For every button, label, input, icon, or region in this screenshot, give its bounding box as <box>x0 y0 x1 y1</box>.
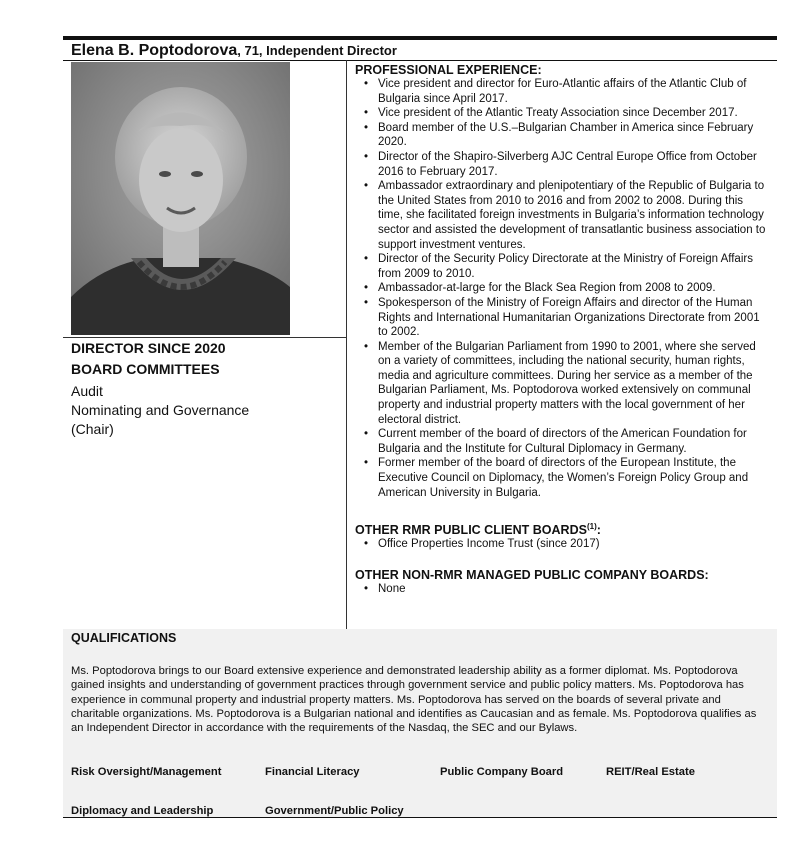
director-name-line <box>71 42 397 60</box>
experience-item: • Ambassador-at-large for the Black Sea Region from 2008 to 2009. <box>355 281 770 296</box>
professional-experience-heading: PROFESSIONAL EXPERIENCE: <box>355 63 542 77</box>
experience-list <box>355 77 770 500</box>
non-rmr-board-item: • None <box>355 582 770 597</box>
qualification-tag: Risk Oversight/Management <box>71 766 222 778</box>
director-since: DIRECTOR SINCE 2020 <box>71 340 226 356</box>
experience-item: • Board member of the U.S.–Bulgarian Chamber in America since February 2020. <box>355 121 770 150</box>
rmr-boards-heading <box>355 520 770 537</box>
qualification-tag: Financial Literacy <box>265 766 360 778</box>
rmr-boards-heading-colon: : <box>596 523 601 538</box>
board-committees-heading: BOARD COMMITTEES <box>71 361 220 377</box>
director-age-role: , 71, Independent Director <box>237 43 397 58</box>
experience-item: • Vice president and director for Euro-Atlantic affairs of the Atlantic Club of Bulgaria since April 2017. <box>355 77 770 106</box>
rmr-boards-heading-text: OTHER RMR PUBLIC CLIENT BOARDS <box>355 523 587 538</box>
non-rmr-boards-heading: OTHER NON-RMR MANAGED PUBLIC COMPANY BOARDS: <box>355 567 709 582</box>
board-committees-list <box>71 382 341 439</box>
committee-item: (Chair) <box>71 421 114 437</box>
rmr-boards-list <box>355 537 770 552</box>
experience-item: • Director of the Shapiro-Silverberg AJC Central Europe Office from October 2016 to February 2017. <box>355 150 770 179</box>
experience-item: • Member of the Bulgarian Parliament from 1990 to 2001, where she served on a variety of committees, including the national security, human rights, media and agriculture committees. During her service as a member of the Bulgarian Parliament, Ms. Poptodorova worked extensively on communal property and industrial property matters with the local government of her electoral district. <box>355 340 770 428</box>
column-divider <box>346 60 347 629</box>
experience-item: • Ambassador extraordinary and plenipotentiary of the Republic of Bulgaria to the United States from 2010 to 2016 and from 2002 to 2008. During this time, she facilitated foreign investments in Bulgaria’s information technology sector and assisted the development of transatlantic business association to support investment ventures. <box>355 179 770 252</box>
right-column <box>355 63 770 597</box>
experience-item: • Vice president of the Atlantic Treaty Association since December 2017. <box>355 106 770 121</box>
qualification-tag: REIT/Real Estate <box>606 766 695 778</box>
committee-item: Nominating and Governance <box>71 402 250 418</box>
director-photo <box>71 62 290 335</box>
bottom-rule <box>63 817 777 818</box>
qualifications-text: Ms. Poptodorova brings to our Board extensive experience and demonstrated leadership ability as a former diplomat. Ms. Poptodorova gained insights and understanding of government practices through government service and public policy matters. Ms. Poptodorova has experience in communal property and industrial property matters. Ms. Poptodorova has served on the boards of several private and charitable organizations. Ms. Poptodorova is a Bulgarian national and identifies as Caucasian and as female. Ms. Poptodorova qualifies as an Independent Director in accordance with the requirements of the Nasdaq, the SEC and our Bylaws. <box>71 665 757 735</box>
qualifications-heading: QUALIFICATIONS <box>71 631 177 645</box>
experience-item: • Director of the Security Policy Directorate at the Ministry of Foreign Affairs from 2009 to 2010. <box>355 252 770 281</box>
experience-item: • Former member of the board of directors of the European Institute, the Executive Council on Diplomacy, the Women’s Foreign Policy Group and American University in Bulgaria. <box>355 456 770 500</box>
top-rule <box>63 36 777 40</box>
rmr-board-item: • Office Properties Income Trust (since 2017) <box>355 537 770 552</box>
footnote-marker: (1) <box>586 522 597 532</box>
experience-item: • Spokesperson of the Ministry of Foreign Affairs and director of the Human Rights and International Humanitarian Organizations Directorate from 2001 to 2002. <box>355 296 770 340</box>
committee-item: Audit <box>71 383 103 399</box>
non-rmr-boards-list <box>355 582 770 597</box>
director-name: Elena B. Poptodorova <box>71 42 238 59</box>
left-column-rule <box>63 337 347 338</box>
qualification-tag: Public Company Board <box>440 766 564 778</box>
qualification-tag: Government/Public Policy <box>265 805 404 817</box>
qualification-tag: Diplomacy and Leadership <box>71 805 214 817</box>
experience-item: • Current member of the board of directors of the American Foundation for Bulgaria and the Institute for Cultural Diplomacy in Germany. <box>355 427 770 456</box>
name-rule <box>63 60 777 61</box>
